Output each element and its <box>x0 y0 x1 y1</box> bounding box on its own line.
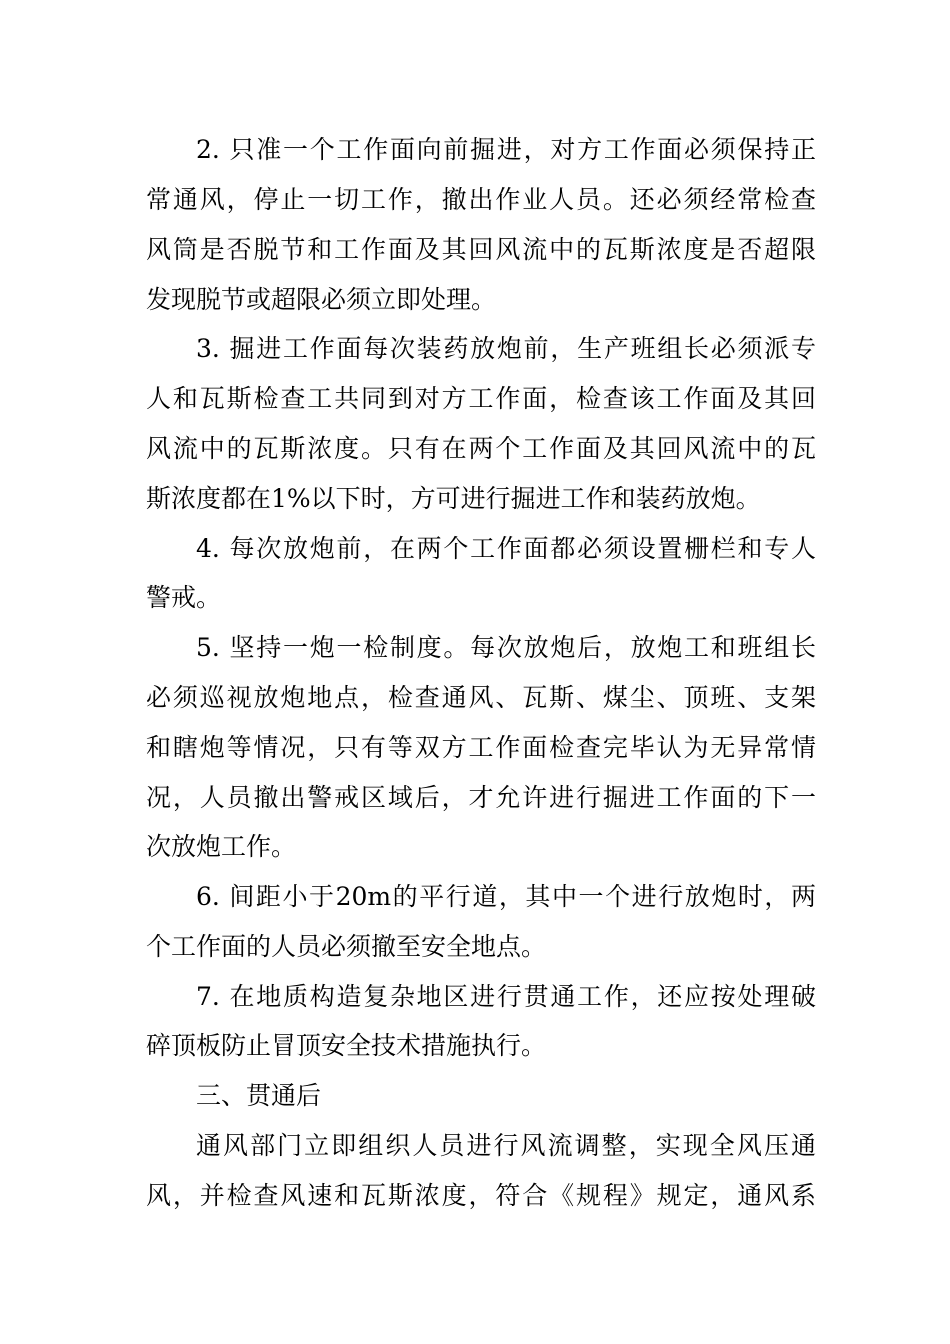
section-heading: 三、贯通后 <box>196 1081 322 1110</box>
text-line: 3. 掘进工作面每次装药放炮前，生产班组长必须派专 <box>196 334 816 363</box>
text-line: 7. 在地质构造复杂地区进行贯通工作，还应按处理破 <box>196 982 816 1011</box>
text-line: 况，人员撤出警戒区域后，才允许进行掘进工作面的下一 <box>146 783 816 812</box>
text-line: 个工作面的人员必须撤至安全地点。 <box>146 932 547 961</box>
text-line: 次放炮工作。 <box>146 832 297 861</box>
text-line: 2. 只准一个工作面向前掘进，对方工作面必须保持正 <box>196 135 816 164</box>
text-line: 必须巡视放炮地点，检查通风、瓦斯、煤尘、顶班、支架 <box>146 683 816 712</box>
text-line: 和瞎炮等情况，只有等双方工作面检查完毕认为无异常情 <box>146 733 816 762</box>
text-line: 通风部门立即组织人员进行风流调整，实现全风压通 <box>196 1131 816 1160</box>
text-line: 6. 间距小于20m的平行道，其中一个进行放炮时，两 <box>196 882 816 911</box>
text-line: 风，并检查风速和瓦斯浓度，符合《规程》规定，通风系 <box>146 1181 816 1210</box>
text-line: 风流中的瓦斯浓度。只有在两个工作面及其回风流中的瓦 <box>146 434 816 463</box>
text-line: 斯浓度都在1%以下时，方可进行掘进工作和装药放炮。 <box>146 484 761 513</box>
text-line: 风筒是否脱节和工作面及其回风流中的瓦斯浓度是否超限 <box>146 235 816 264</box>
text-line: 碎顶板防止冒顶安全技术措施执行。 <box>146 1031 547 1060</box>
text-line: 发现脱节或超限必须立即处理。 <box>146 285 497 314</box>
text-line: 常通风，停止一切工作，撤出作业人员。还必须经常检查 <box>146 185 816 214</box>
text-line: 人和瓦斯检查工共同到对方工作面，检查该工作面及其回 <box>146 384 816 413</box>
text-line: 4. 每次放炮前，在两个工作面都必须设置栅栏和专人 <box>196 534 816 563</box>
text-line: 5. 坚持一炮一检制度。每次放炮后，放炮工和班组长 <box>196 633 816 662</box>
text-line: 警戒。 <box>146 583 222 612</box>
